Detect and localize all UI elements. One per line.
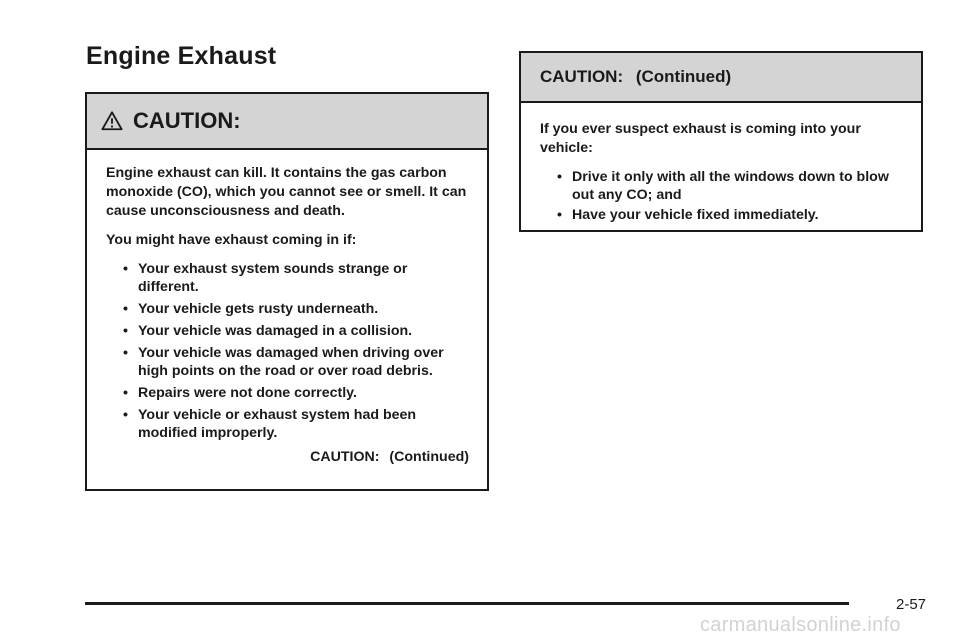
caution-bullet-list: [540, 168, 903, 224]
section-title: Engine Exhaust: [86, 42, 277, 70]
caution-paragraph: If you ever suspect exhaust is coming into your vehicle:: [540, 121, 861, 156]
caution-heading: CAUTION:: [133, 108, 241, 133]
warning-triangle-icon: [101, 110, 123, 132]
list-item: • Your vehicle or exhaust system had been modified improperly.: [106, 406, 469, 442]
list-item: • Have your vehicle fixed immediately.: [540, 206, 903, 224]
footer-divider: [85, 602, 849, 605]
list-item: • Your exhaust system sounds strange or different.: [106, 260, 469, 296]
list-item: • Drive it only with all the windows down to blow out any CO; and: [540, 168, 903, 204]
caution-header: [87, 94, 487, 150]
watermark: carmanualsonline.info: [700, 614, 901, 636]
caution-paragraph: Engine exhaust can kill. It contains the gas carbon monoxide (CO), which you cannot see or smell. It can cause unconsciousness and death.: [106, 165, 467, 219]
caution-continued-body: [521, 103, 921, 224]
list-item: • Your vehicle was damaged in a collision.: [106, 322, 469, 340]
caution-paragraph: You might have exhaust coming in if:: [106, 232, 357, 248]
caution-continued-header: [521, 53, 921, 103]
caution-continued-note: CAUTION: (Continued): [310, 449, 469, 465]
list-item: • Your vehicle was damaged when driving over high points on the road or over road debris.: [106, 344, 469, 380]
caution-box: [85, 92, 489, 491]
caution-bullet-list: [106, 260, 469, 442]
list-item: • Your vehicle gets rusty underneath.: [106, 300, 469, 318]
page-number: 2-57: [896, 596, 927, 613]
caution-continued-heading: CAUTION: (Continued): [540, 67, 732, 86]
caution-continued-box: [519, 51, 923, 232]
list-item: • Repairs were not done correctly.: [106, 384, 469, 402]
caution-body: [87, 150, 487, 467]
